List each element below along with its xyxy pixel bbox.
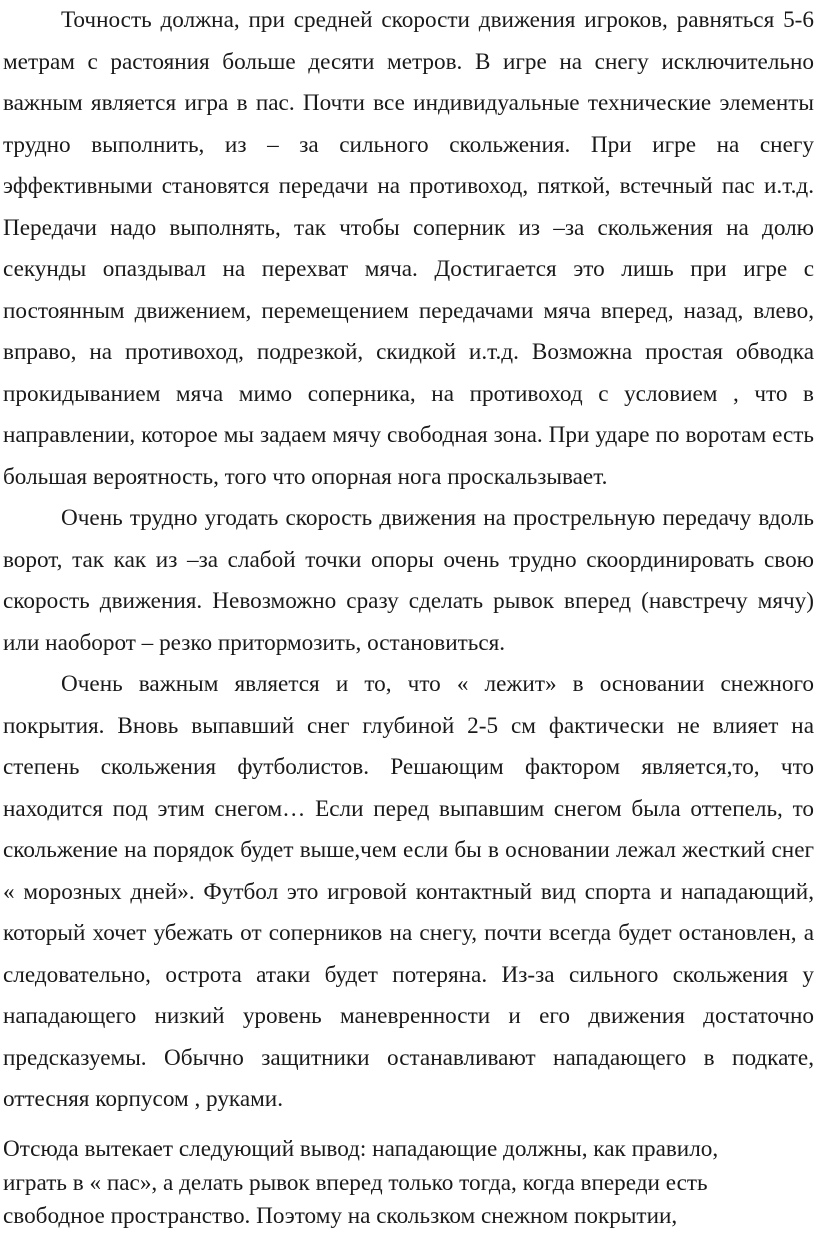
paragraph-2: Очень трудно угодать скорость движения на прострельную передачу вдоль ворот, так как из –за слабой точки опоры очень трудно скоординировать свою скорость движения. Невозможно сразу сделать рывок вперед (навстречу мячу) или наоборот – резко притормозить, остановиться. (3, 505, 814, 656)
document-tail (3, 1133, 773, 1234)
paragraph-3: Очень важным является и то, что « лежит» в основании снежного покрытия. Вновь выпавший снег глубиной 2-5 см фактически не влияет на степень скольжения футболистов. Решающим фактором является,то, что находится под этим снегом… Если перед выпавшим снегом была оттепель, то скольжение на порядок будет выше,чем если бы в основании лежал жесткий снег « морозных дней». Футбол это игровой контактный вид спорта и нападающий, который хочет убежать от соперников на снегу, почти всегда будет остановлен, а следовательно, острота атаки будет потеряна. Из-за сильного скольжения у нападающего низкий уровень маневренности и его движения достаточно предсказуемы. Обычно защитники останавливают нападающего в подкате, оттесняя корпусом , руками. (3, 671, 814, 1112)
paragraph-1: Точность должна, при средней скорости движения игроков, равняться 5-6 метрам с растояния больше десяти метров. В игре на снегу исключительно важным является игра в пас. Почти все индивидуальные технические элементы трудно выполнить, из – за сильного скольжения. При игре на снегу эффективными становятся передачи на противоход, пяткой, встечный пас и.т.д. Передачи надо выполнять, так чтобы соперник из –за скольжения на долю секунды опаздывал на перехват мяча. Достигается это лишь при игре с постоянным движением, перемещением передачами мяча вперед, назад, влево, вправо, на противоход, подрезкой, скидкой и.т.д. Возможна простая обводка прокидыванием мяча мимо соперника, на противоход с условием , что в направлении, которое мы задаем мячу свободная зона. При ударе по воротам есть большая вероятность, того что опорная нога проскальзывает. (3, 7, 814, 490)
paragraph-4: Отсюда вытекает следующий вывод: нападающие должны, как правило, играть в « пас», а делать рывок вперед только тогда, когда впереди есть свободное пространство. Поэтому на скользком снежном покрытии, (3, 1136, 719, 1229)
document-body (3, 0, 814, 1121)
